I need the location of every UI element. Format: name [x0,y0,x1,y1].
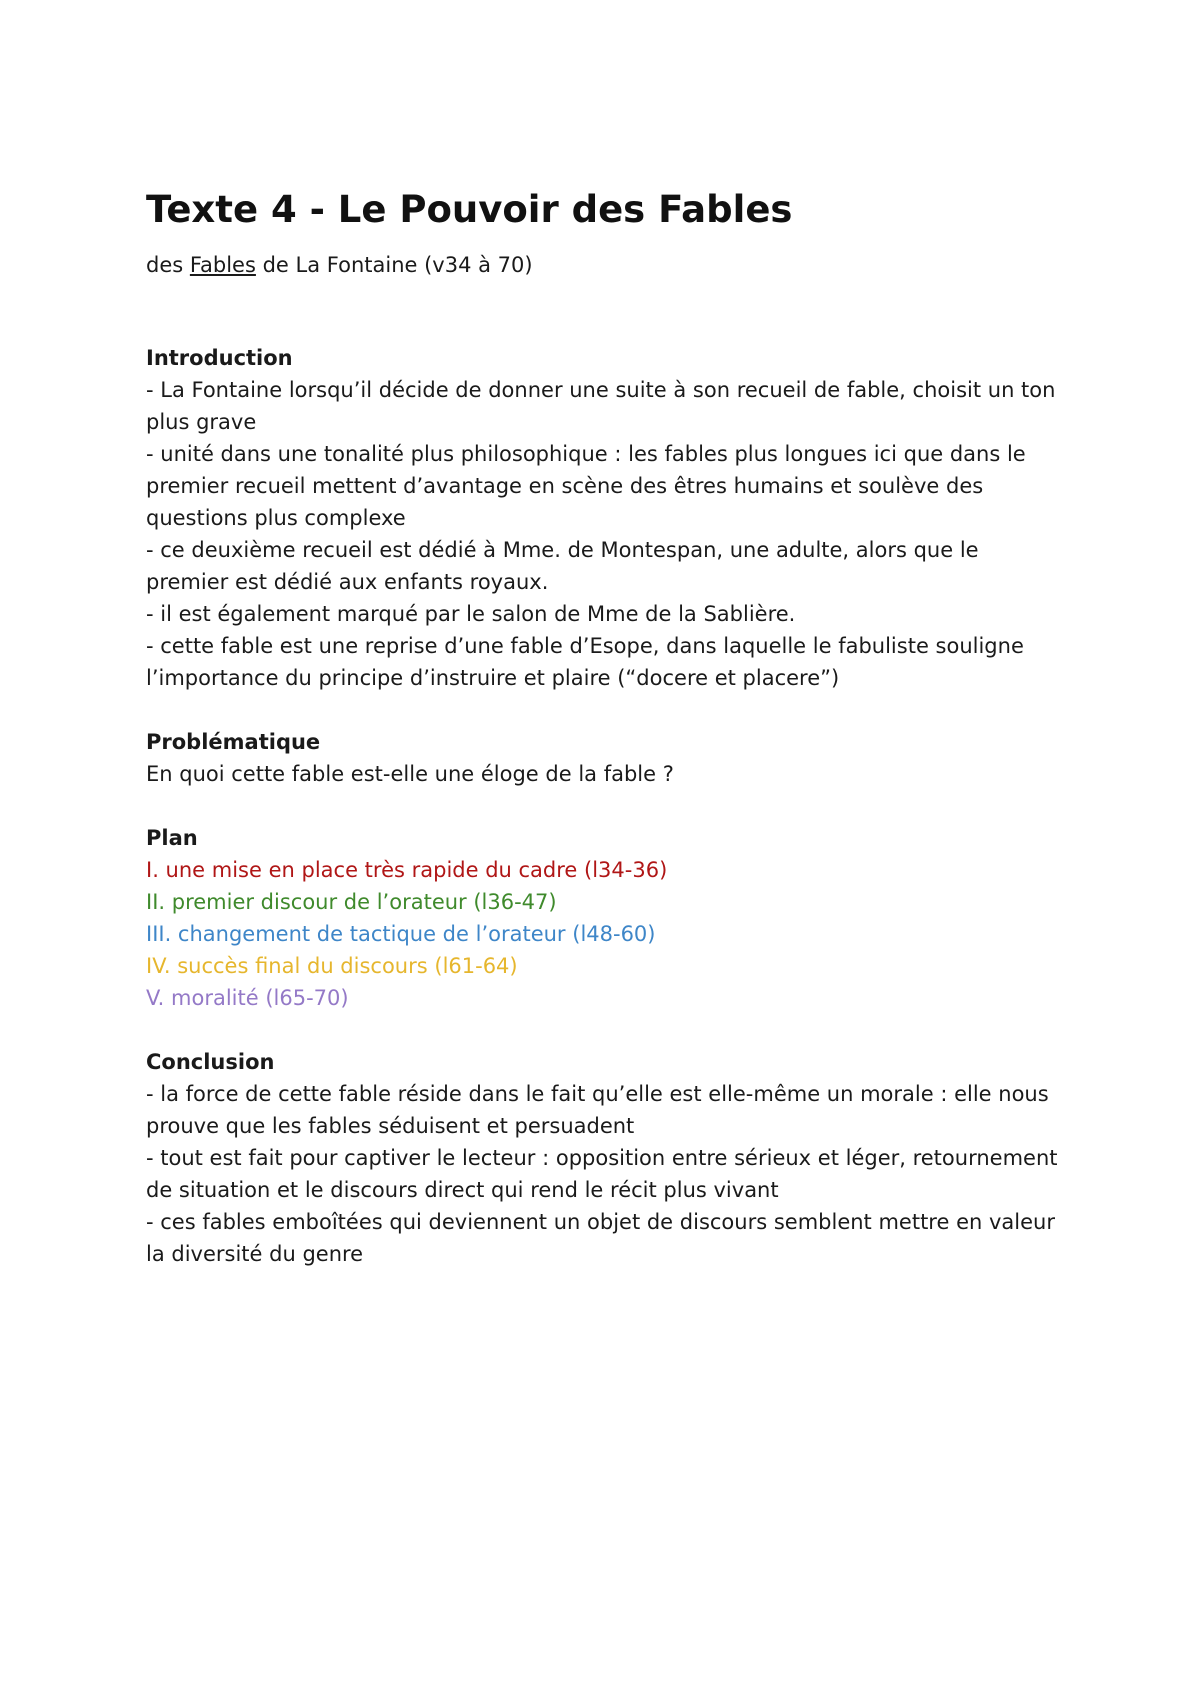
introduction-item: - il est également marqué par le salon de Mme de la Sablière. [146,602,796,626]
plan-item-1: I. une mise en place très rapide du cadre (l34-36) [146,858,668,882]
plan-item-4: IV. succès final du discours (l61-64) [146,954,518,978]
introduction-heading: Introduction [146,346,293,370]
subtitle-book-title: Fables [189,253,256,277]
plan-item-5: V. moralité (l65-70) [146,986,349,1010]
document-title: Texte 4 - Le Pouvoir des Fables [146,188,793,231]
problematique-text: En quoi cette fable est-elle une éloge de la fable ? [146,762,674,786]
plan-item-3: III. changement de tactique de l’orateur (l48-60) [146,922,656,946]
problematique-section [146,726,1060,790]
document-subtitle [146,250,1060,280]
introduction-item: - La Fontaine lorsqu’il décide de donner une suite à son recueil de fable, choisit un ton plus grave [146,378,1056,434]
conclusion-section [146,1046,1060,1270]
introduction-item: - cette fable est une reprise d’une fable d’Esope, dans laquelle le fabuliste souligne l’importance du principe d’instruire et plaire (“docere et placere”) [146,634,1024,690]
conclusion-item: - ces fables emboîtées qui deviennent un objet de discours semblent mettre en valeur la diversité du genre [146,1210,1055,1266]
conclusion-heading: Conclusion [146,1050,275,1074]
plan-section [146,822,1060,1014]
subtitle-after: de La Fontaine (v34 à 70) [255,253,533,277]
problematique-heading: Problématique [146,730,321,754]
conclusion-item: - la force de cette fable réside dans le fait qu’elle est elle-même un morale : elle nous prouve que les fables séduisent et persuadent [146,1082,1049,1138]
introduction-item: - unité dans une tonalité plus philosophique : les fables plus longues ici que dans le premier recueil mettent d’avantage en scène des êtres humains et soulève des questions plus complexe [146,442,1026,530]
introduction-section [146,342,1060,694]
subtitle-before: des [146,253,190,277]
introduction-item: - ce deuxième recueil est dédié à Mme. de Montespan, une adulte, alors que le premier est dédié aux enfants royaux. [146,538,979,594]
plan-heading: Plan [146,826,198,850]
plan-item-2: II. premier discour de l’orateur (l36-47) [146,890,557,914]
conclusion-item: - tout est fait pour captiver le lecteur : opposition entre sérieux et léger, retournement de situation et le discours direct qui rend le récit plus vivant [146,1146,1058,1202]
